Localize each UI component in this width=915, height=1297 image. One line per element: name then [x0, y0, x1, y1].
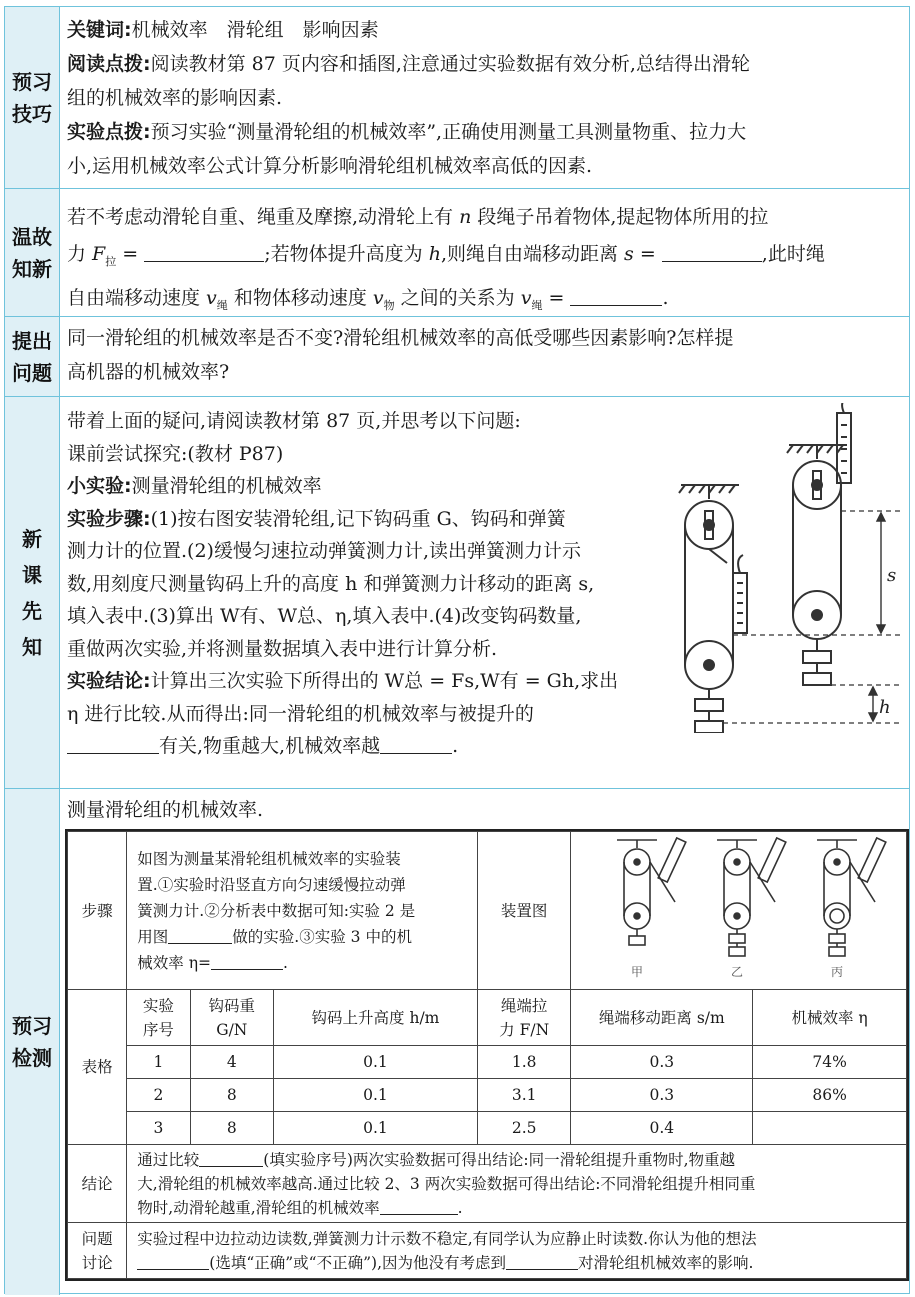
- header-force: 绳端拉 力 F/N: [477, 990, 570, 1046]
- question-content: 同一滑轮组的机械效率是否不变?滑轮组机械效率的高低受哪些因素影响?怎样提 高机器的机械效率?: [67, 327, 734, 383]
- header-height: 钩码上升高度 h/m: [273, 990, 477, 1046]
- table-row: 3 8 0.1 2.5 0.4: [68, 1112, 907, 1145]
- preview-content: 关键词:机械效率 滑轮组 影响因素 阅读点拨:阅读教材第 87 页内容和插图,注意通过实验数据有效分析,总结得出滑轮 组的机械效率的影响因素. 实验点拨:预习实验“测量滑轮组的机械效率”,正确使用测量工具测量物重、拉力大 小,运用机械效率公式计算分析影响滑轮组机械效率高低的因素.: [67, 19, 750, 177]
- experiment-table: [65, 829, 909, 1281]
- section-label: 预习 技巧: [5, 7, 60, 188]
- discussion-cell: 实验过程中边拉动边读数,弹簧测力计示数不稳定,有同学认为应静止时读数.你认为他的想法 (选填“正确”或“不正确”),因为他没有考虑到 对滑轮组机械效率的影响.: [127, 1223, 907, 1279]
- steps-label: 实验步骤:: [67, 507, 151, 530]
- section-label: 温故 知新: [5, 189, 60, 316]
- three-pulley-setups-figure: [571, 832, 901, 982]
- header-trial: 实验 序号: [127, 990, 190, 1046]
- figure-label-jia: 甲: [631, 965, 644, 979]
- table-row: 2 8 0.1 3.1 0.3 86%: [68, 1079, 907, 1112]
- table-key: 表格: [68, 990, 127, 1145]
- steps-cell: 如图为测量某滑轮组机械效率的实验装 置.①实验时沿竖直方向匀速缓慢拉动弹 簧测力计.②分析表中数据可知:实验 2 是 用图 做的实验.③实验 3 中的机 械效率 η= .: [127, 832, 478, 990]
- answer-blank[interactable]: [380, 1198, 458, 1215]
- reading-label: 阅读点拨:: [67, 53, 151, 75]
- section-label: 提出 问题: [5, 317, 60, 396]
- answer-blank[interactable]: [570, 286, 662, 306]
- figure-label-h: h: [879, 697, 891, 718]
- figure-label-s: s: [887, 565, 897, 586]
- header-weight: 钩码重 G/N: [190, 990, 273, 1046]
- device-figure-cell: [571, 832, 907, 990]
- section-new-lesson: [5, 397, 909, 789]
- conclusion-label: 实验结论:: [67, 670, 151, 692]
- answer-blank[interactable]: [67, 734, 159, 754]
- conclusion-cell: 通过比较 (填实验序号)两次实验数据可得出结论:同一滑轮组提升重物时,物重越 大,滑轮组的机械效率越高.通过比较 2、3 两次实验数据可得出结论:不同滑轮组提升相同重 物时,动滑轮越重,滑轮组的机械效率 .: [127, 1145, 907, 1223]
- device-key: 装置图: [477, 832, 570, 990]
- answer-blank[interactable]: [199, 1150, 263, 1167]
- answer-blank[interactable]: [168, 927, 232, 944]
- answer-blank[interactable]: [506, 1253, 578, 1270]
- efficiency-answer-cell[interactable]: [753, 1112, 907, 1145]
- small-experiment-label: 小实验:: [67, 475, 132, 497]
- section-check: [5, 789, 909, 1295]
- figure-label-bing: 丙: [831, 965, 844, 979]
- figure-label-yi: 乙: [731, 965, 744, 979]
- keywords-label: 关键词:: [67, 19, 132, 41]
- answer-blank[interactable]: [137, 1253, 209, 1270]
- worksheet: [4, 6, 910, 1294]
- review-content: 若不考虑动滑轮自重、绳重及摩擦,动滑轮上有 n 段绳子吊着物体,提起物体所用的拉 力 $F_拉$ = ;若物体提升高度为 h,则绳自由端移动距离 s = ,此时绳 自由端移动速度 $v_绳$ 和物体移动速度 $v_物$ 之间的关系为 $v_绳$ = .: [67, 206, 825, 312]
- section-label: 新 课 先 知: [5, 397, 60, 788]
- section-preview-tips: [5, 7, 909, 189]
- keywords: 机械效率 滑轮组 影响因素: [131, 19, 379, 41]
- table-row: 1 4 0.1 1.8 0.3 74%: [68, 1046, 907, 1079]
- check-title: 测量滑轮组的机械效率.: [67, 799, 264, 821]
- section-review: [5, 189, 909, 317]
- header-efficiency: 机械效率 η: [753, 990, 907, 1046]
- section-label: 预习 检测: [5, 789, 60, 1295]
- conclusion-key: 结论: [68, 1145, 127, 1223]
- discussion-key: 问题 讨论: [68, 1223, 127, 1279]
- answer-blank[interactable]: [662, 242, 762, 262]
- new-lesson-content: 带着上面的疑问,请阅读教材第 87 页,并思考以下问题: 课前尝试探究:(教材 P87) 小实验:测量滑轮组的机械效率 实验步骤:(1)按右图安装滑轮组,记下钩码重 G、钩码和弹簧 测力计的位置.(2)缓慢匀速拉动弹簧测力计,读出弹簧测力计示 数,用刻度尺测量钩码上升的高度 h 和弹簧测力计移动的距离 s, 填入表中.(3)算出 W有、W总、η,填入表中.(4)改变钩码数量, 重做两次实验,并将测量数据填入表中进行计算分析. 实验结论:计算出三次实验下所得出的 W总 = Fs,W有 = Gh,求出 η 进行比较.从而得出:同一滑轮组的机械效率与被提升的 有关,物重越大,机械效率越 .: [67, 410, 619, 757]
- steps-key: 步骤: [68, 832, 127, 990]
- header-distance: 绳端移动距离 s/m: [571, 990, 753, 1046]
- answer-blank[interactable]: [380, 734, 452, 754]
- answer-blank[interactable]: [144, 242, 264, 262]
- answer-blank[interactable]: [211, 953, 283, 970]
- experiment-tip-label: 实验点拨:: [67, 121, 151, 143]
- pulley-experiment-figure: [671, 403, 903, 733]
- section-question: [5, 317, 909, 397]
